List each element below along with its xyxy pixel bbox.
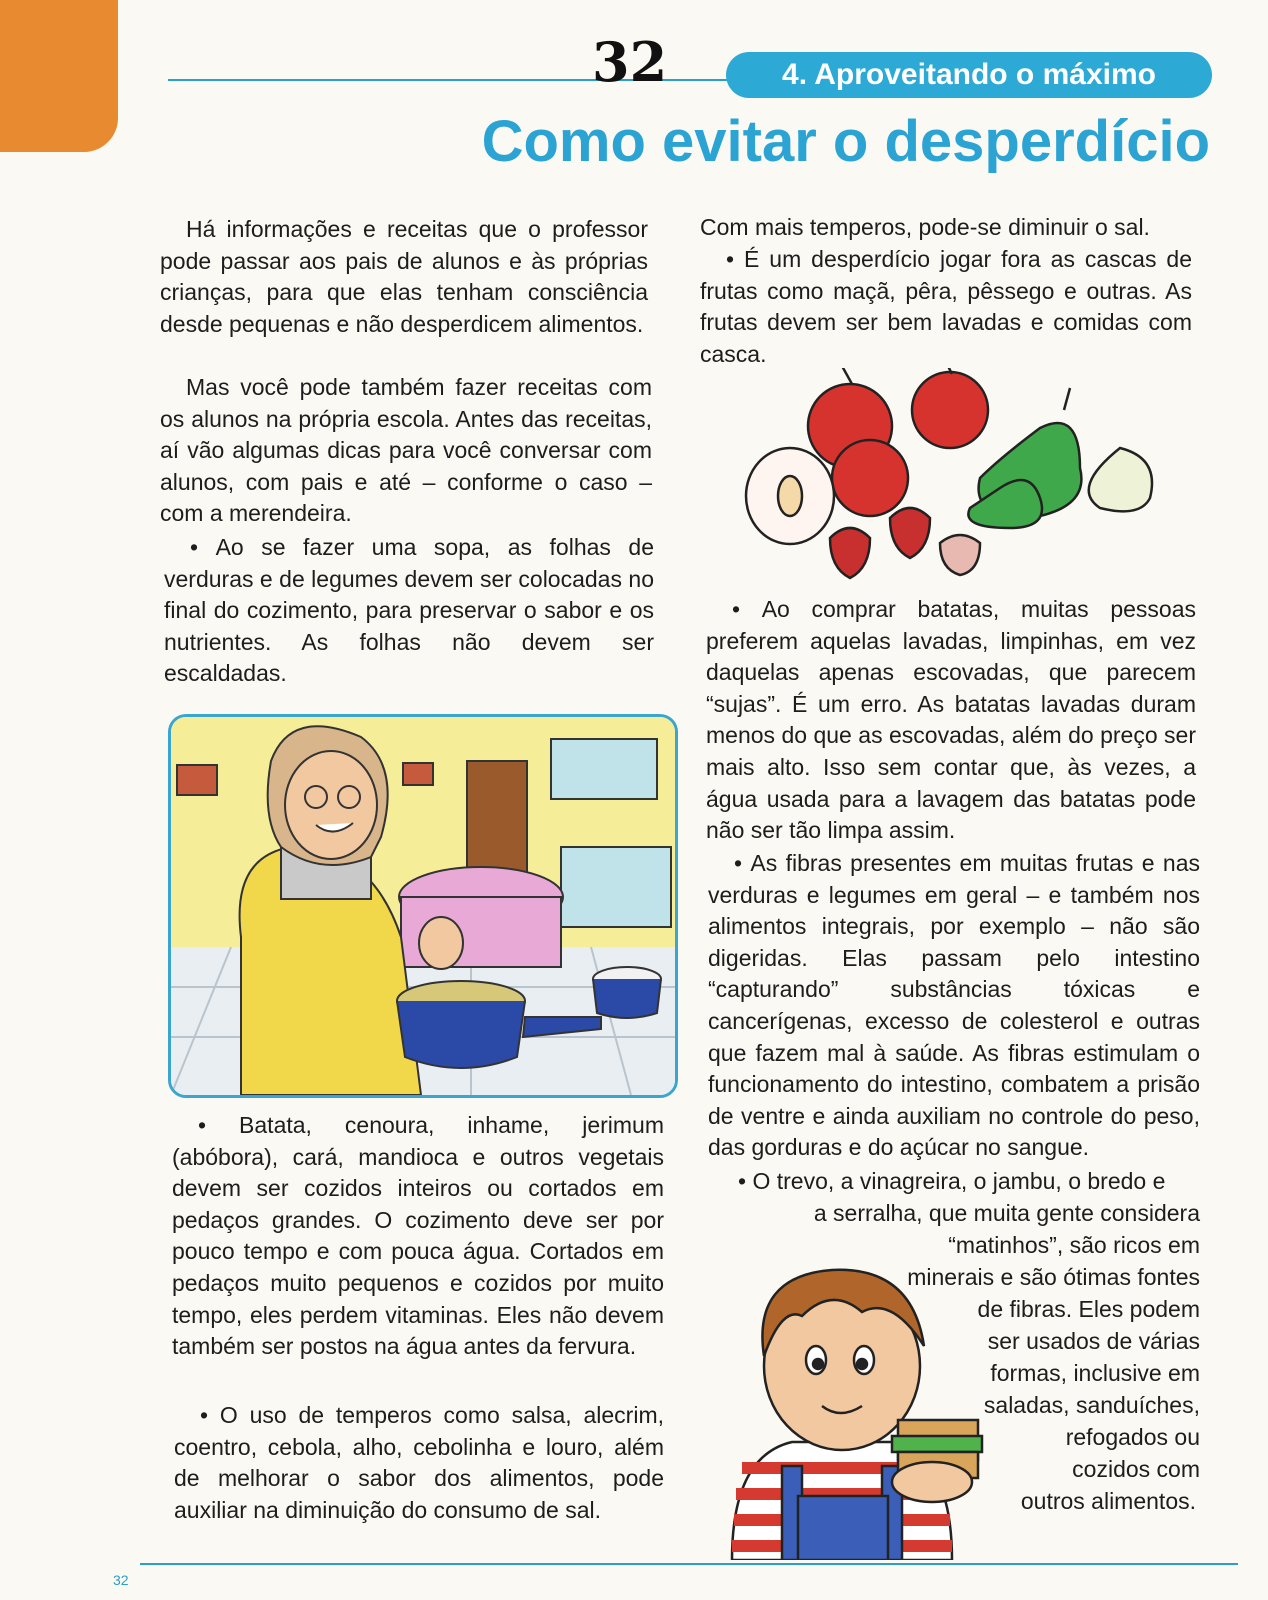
left-paragraph-3: • Ao se fazer uma sopa, as folhas de verduras e de legumes devem ser colocadas no final do cozimento, para preservar o sabor e os nutrientes. As folhas não devem ser escaldadas. xyxy=(164,532,654,690)
left-paragraph-5: • O uso de temperos como salsa, alecrim, coentro, cebola, alho, cebolinha e louro, além de melhorar o sabor dos alimentos, pode auxiliar na diminuição do consumo de sal. xyxy=(174,1400,664,1526)
right-paragraph-2: • É um desperdício jogar fora as cascas de frutas como maçã, pêra, pêssego e outras. As frutas devem ser bem lavadas e comidas com casca. xyxy=(700,244,1192,370)
right-paragraph-5-line-6: ser usados de várias xyxy=(987,1328,1200,1354)
right-paragraph-5-line-4: minerais e são ótimas fontes xyxy=(907,1264,1200,1290)
footer-page-number: 32 xyxy=(113,1572,129,1588)
right-paragraph-1: Com mais temperos, pode-se diminuir o sal. xyxy=(700,214,1150,240)
left-paragraph-1: Há informações e receitas que o professor pode passar aos pais de alunos e às próprias crianças, para que elas tenham consciência desde pequenas e não desperdicem alimentos. xyxy=(160,216,648,337)
left-paragraph-2: Mas você pode também fazer receitas com os alunos na própria escola. Antes das receitas, aí vão algumas dicas para você conversar com alunos, com pais e até – conforme o caso – com a merendeira. xyxy=(160,374,652,527)
right-paragraph-3: • Ao comprar batatas, muitas pessoas preferem aquelas lavadas, limpinhas, em vez daquelas apenas escovadas, que parecem “sujas”. É um erro. As batatas lavadas duram menos do que as escovadas, além do preço ser mais alto. Isso sem contar que, às vezes, a água usada para a lavagem das batatas pode não ser tão limpa assim. xyxy=(706,594,1196,847)
right-paragraph-5-line-9: refogados ou xyxy=(1065,1424,1200,1450)
orange-corner-tab xyxy=(0,0,118,152)
fruits-illustration xyxy=(740,368,1180,590)
footer-rule xyxy=(140,1563,1238,1565)
cook-woman-illustration xyxy=(168,714,678,1098)
left-paragraph-4: • Batata, cenoura, inhame, jerimum (abóbora), cará, mandioca e outros vegetais devem ser cozidos inteiros ou cortados em pedaços grandes. O cozimento deve ser por pouco tempo e com pouca água. Cortados em pedaços muito pequenos e cozidos por muito tempo, eles perdem vitaminas. Eles não devem também ser postos na água antes da fervura. xyxy=(172,1110,664,1363)
boy-sandwich-illustration xyxy=(712,1256,992,1560)
right-paragraph-5-line-5: de fibras. Eles podem xyxy=(977,1296,1200,1322)
right-paragraph-5-line-7: formas, inclusive em xyxy=(990,1360,1200,1386)
right-paragraph-5-line-1: • O trevo, a vinagreira, o jambu, o bredo e xyxy=(738,1166,1198,1198)
section-badge: 4. Aproveitando o máximo xyxy=(726,52,1212,98)
right-paragraph-4: • As fibras presentes em muitas frutas e nas verduras e legumes em geral – e também nos alimentos integrais, por exemplo – não são digeridas. Elas passam pelo intestino “capturando” substâncias tóxicas e cancerígenas, excesso de colesterol e outras que fazem mal à saúde. As fibras estimulam o funcionamento do intestino, combatem a prisão de ventre e ainda auxiliam no controle do peso, das gorduras e do açúcar no sangue. xyxy=(708,848,1200,1164)
page-title: Como evitar o desperdício xyxy=(481,109,1210,174)
right-paragraph-5-line-10: cozidos com xyxy=(1072,1456,1200,1482)
right-paragraph-5-line-11: outros alimentos. xyxy=(1020,1488,1196,1514)
right-paragraph-5-line-3: “matinhos”, são ricos em xyxy=(948,1232,1200,1258)
right-paragraph-5-line-2: a serralha, que muita gente considera xyxy=(813,1200,1200,1226)
page-number: 32 xyxy=(592,30,668,94)
right-paragraph-5-line-8: saladas, sanduíches, xyxy=(983,1392,1200,1418)
